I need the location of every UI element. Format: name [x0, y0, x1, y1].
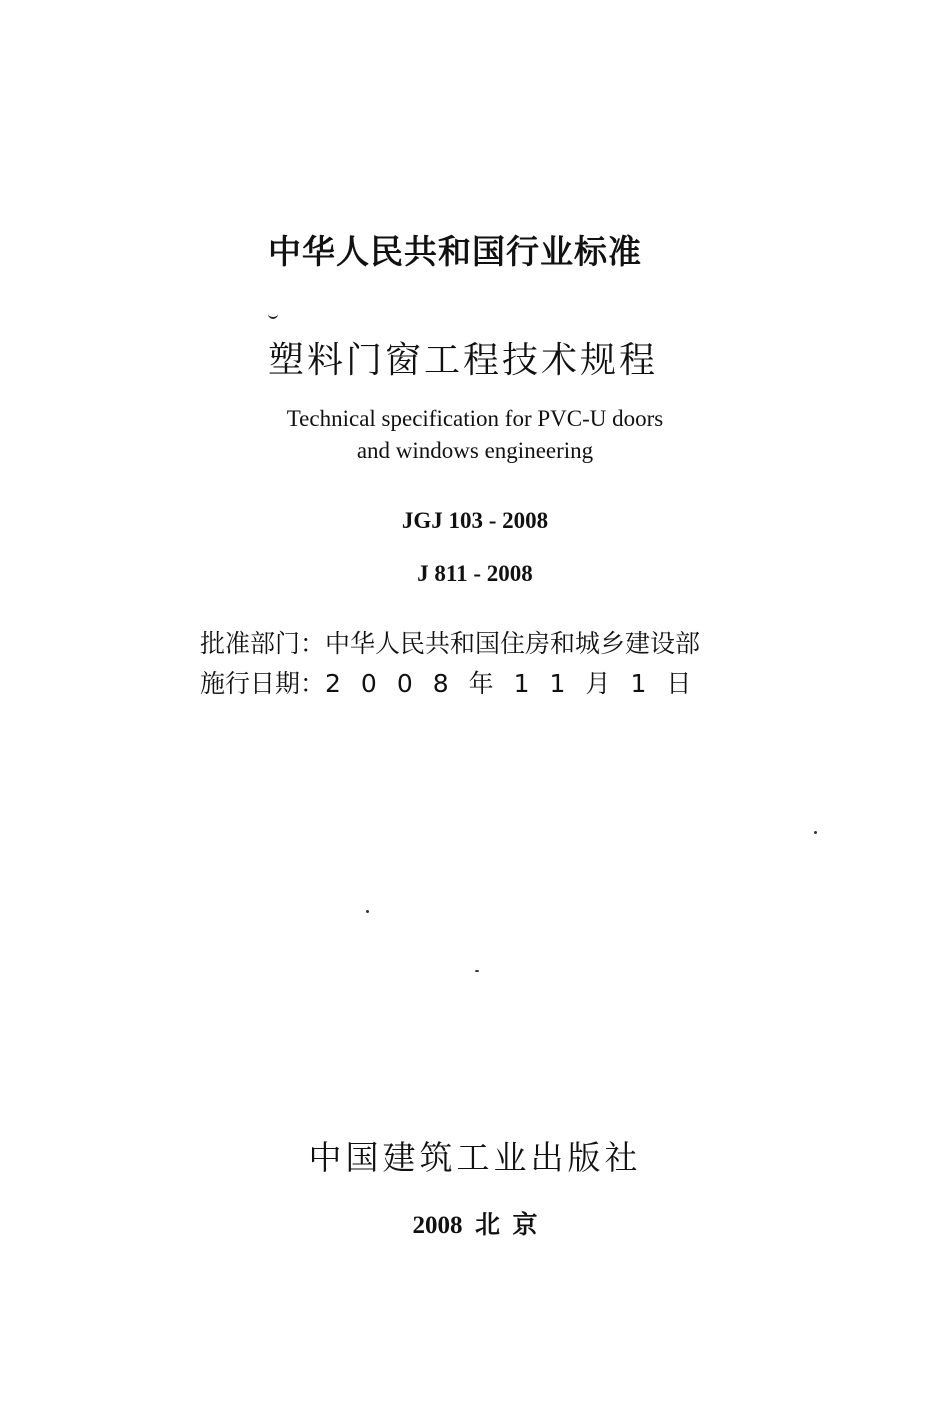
record-code: J 811 - 2008 [417, 561, 533, 586]
scan-speck [814, 831, 817, 834]
approval-department-label: 批准部门： [200, 629, 326, 658]
standard-code: JGJ 103 - 2008 [401, 508, 549, 533]
industry-standard-heading: 中华人民共和国行业标准 [268, 232, 642, 271]
print-mark [268, 311, 278, 319]
english-title-line-2: and windows engineering [356, 438, 594, 463]
publication-year-place: 2008 北 京 [412, 1212, 538, 1239]
effective-date-label: 施行日期： [200, 669, 326, 698]
approval-department-row [200, 624, 700, 660]
effective-date-value: 2008年11月1日 [325, 669, 712, 698]
publisher-name: 中国建筑工业出版社 [308, 1138, 642, 1177]
approval-department-value: 中华人民共和国住房和城乡建设部 [325, 629, 701, 658]
chinese-title: 塑料门窗工程技术规程 [268, 340, 659, 381]
scan-speck [475, 970, 479, 972]
english-title-line-1: Technical specification for PVC-U doors [286, 406, 664, 431]
scan-speck [366, 910, 369, 913]
effective-date-row [200, 664, 711, 700]
